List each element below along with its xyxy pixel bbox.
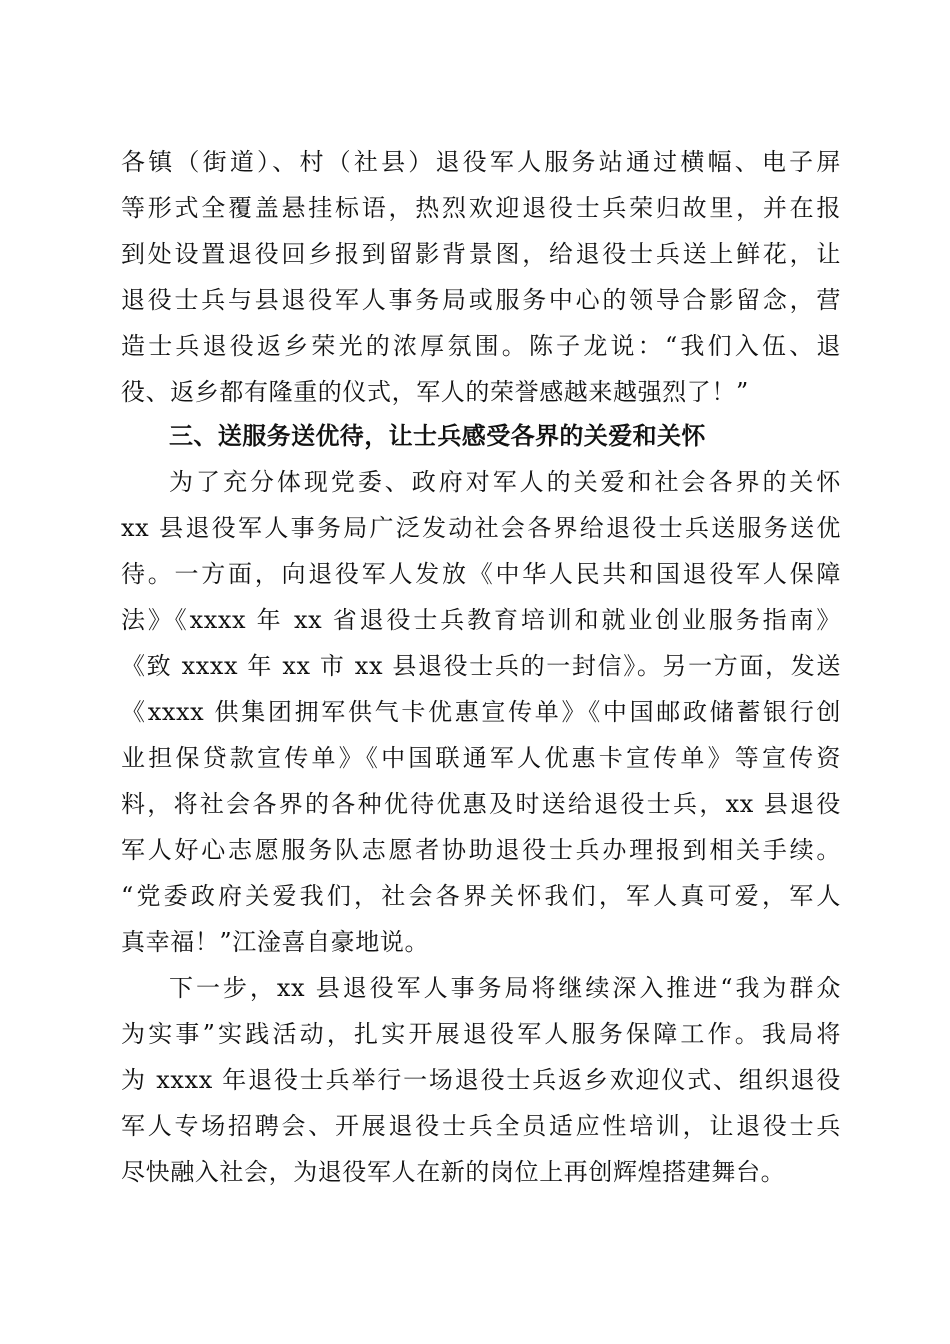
paragraph-line: 料，将社会各界的各种优待优惠及时送给退役士兵，xx 县退役: [121, 790, 841, 818]
paragraph-line: 下一步，xx 县退役军人事务局将继续深入推进“我为群众: [169, 974, 841, 1002]
paragraph-line: 尽快融入社会，为退役军人在新的岗位上再创辉煌搭建舞台。: [121, 1158, 786, 1186]
paragraph-line: 为 xxxx 年退役士兵举行一场退役士兵返乡欢迎仪式、组织退役: [121, 1066, 841, 1094]
section-heading: 三、送服务送优待，让士兵感受各界的关爱和关怀: [169, 422, 706, 450]
paragraph-line: 到处设置退役回乡报到留影背景图，给退役士兵送上鲜花，让: [121, 240, 841, 268]
paragraph-line: 法》《xxxx 年 xx 省退役士兵教育培训和就业创业服务指南》: [121, 606, 841, 634]
paragraph-line: “党委政府关爱我们，社会各界关怀我们，军人真可爱，军人: [121, 882, 841, 910]
paragraph-line: 真幸福！”江淦喜自豪地说。: [121, 928, 430, 956]
paragraph-line: 等形式全覆盖悬挂标语，热烈欢迎退役士兵荣归故里，并在报: [121, 194, 841, 222]
paragraph-line: 造士兵退役返乡荣光的浓厚氛围。陈子龙说：“我们入伍、退: [121, 332, 841, 360]
paragraph-line: 军人专场招聘会、开展退役士兵全员适应性培训，让退役士兵: [121, 1112, 841, 1140]
paragraph-line: 各镇（街道）、村（社县）退役军人服务站通过横幅、电子屏: [121, 148, 841, 176]
paragraph-line: 待。一方面，向退役军人发放《中华人民共和国退役军人保障: [121, 560, 841, 588]
paragraph-line: xx 县退役军人事务局广泛发动社会各界给退役士兵送服务送优: [121, 514, 841, 542]
paragraph-line: 为实事”实践活动，扎实开展退役军人服务保障工作。我局将: [121, 1020, 841, 1048]
paragraph-line: 退役士兵与县退役军人事务局或服务中心的领导合影留念，营: [121, 286, 841, 314]
paragraph-line: 为了充分体现党委、政府对军人的关爱和社会各界的关怀: [169, 468, 841, 496]
paragraph-line: 役、返乡都有隆重的仪式，军人的荣誉感越来越强烈了！”: [121, 378, 749, 406]
paragraph-line: 《xxxx 供集团拥军供气卡优惠宣传单》《中国邮政储蓄银行创: [121, 698, 841, 726]
paragraph-line: 军人好心志愿服务队志愿者协助退役士兵办理报到相关手续。: [121, 836, 841, 864]
paragraph-line: 业担保贷款宣传单》《中国联通军人优惠卡宣传单》等宣传资: [121, 744, 841, 772]
paragraph-line: 《致 xxxx 年 xx 市 xx 县退役士兵的一封信》。另一方面，发送: [121, 652, 841, 680]
